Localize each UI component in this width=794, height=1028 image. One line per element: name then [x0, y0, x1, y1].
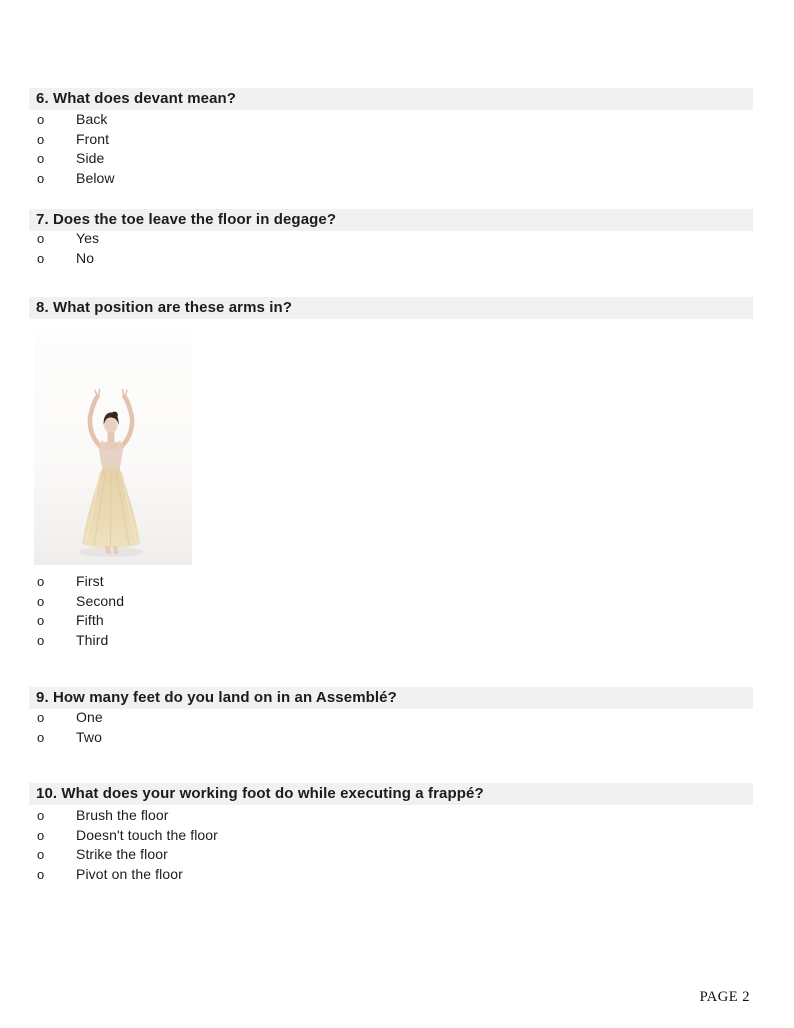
radio-bullet[interactable]: o — [37, 593, 45, 609]
radio-bullet[interactable]: o — [37, 827, 45, 843]
option-label: One — [76, 709, 103, 725]
radio-bullet[interactable]: o — [37, 613, 45, 628]
option-q7-yes[interactable] — [29, 229, 753, 249]
option-label: Back — [76, 111, 108, 127]
option-q6-below[interactable] — [29, 169, 753, 189]
option-q8-second[interactable] — [29, 592, 753, 612]
option-label: No — [76, 249, 95, 266]
question-9-heading: 9. How many feet do you land on in an Assemblé? — [29, 687, 753, 709]
radio-bullet[interactable]: o — [37, 729, 45, 745]
option-q9-one[interactable] — [29, 708, 753, 728]
option-q6-front[interactable] — [29, 130, 753, 150]
option-q8-third[interactable] — [29, 631, 753, 651]
radio-bullet[interactable]: o — [37, 250, 45, 266]
option-label: Front — [76, 130, 110, 147]
option-q10-brush[interactable] — [29, 806, 753, 826]
option-q9-two[interactable] — [29, 728, 753, 748]
option-label: Fifth — [76, 612, 104, 628]
radio-bullet[interactable]: o — [37, 866, 45, 882]
option-q8-first[interactable] — [29, 572, 753, 592]
option-q8-fifth[interactable] — [29, 611, 753, 631]
question-6-options — [29, 110, 753, 188]
radio-bullet[interactable]: o — [37, 170, 45, 186]
option-label: Brush the floor — [76, 807, 169, 823]
radio-bullet[interactable]: o — [37, 231, 45, 246]
question-10-heading: 10. What does your working foot do while executing a frappé? — [29, 783, 753, 805]
question-7-heading: 7. Does the toe leave the floor in degage? — [29, 209, 753, 231]
radio-bullet[interactable]: o — [37, 632, 45, 648]
option-label: Two — [76, 728, 102, 745]
option-q7-no[interactable] — [29, 249, 753, 269]
option-label: Below — [76, 169, 115, 186]
option-label: Pivot on the floor — [76, 865, 183, 882]
question-6-heading: 6. What does devant mean? — [29, 88, 753, 110]
option-q10-strike[interactable] — [29, 845, 753, 865]
question-9-options — [29, 708, 753, 747]
page-number-footer: PAGE 2 — [699, 989, 750, 1005]
option-q10-doesnt-touch[interactable] — [29, 826, 753, 846]
radio-bullet[interactable]: o — [37, 710, 45, 725]
radio-bullet[interactable]: o — [37, 112, 45, 127]
radio-bullet[interactable]: o — [37, 847, 45, 862]
option-label: Doesn't touch the floor — [76, 826, 218, 843]
option-q10-pivot[interactable] — [29, 865, 753, 885]
radio-bullet[interactable]: o — [37, 574, 45, 589]
option-q6-back[interactable] — [29, 110, 753, 130]
radio-bullet[interactable]: o — [37, 131, 45, 147]
question-8-options — [29, 572, 753, 650]
option-label: Strike the floor — [76, 846, 168, 862]
ballet-dancer-photo — [34, 328, 192, 565]
ballet-dancer-illustration — [34, 328, 192, 565]
option-q6-side[interactable] — [29, 149, 753, 169]
question-7-options — [29, 229, 753, 268]
question-8-heading: 8. What position are these arms in? — [29, 297, 753, 319]
radio-bullet[interactable]: o — [37, 808, 45, 823]
option-label: Side — [76, 150, 105, 166]
radio-bullet[interactable]: o — [37, 151, 45, 166]
option-label: Third — [76, 631, 109, 648]
option-label: Second — [76, 592, 125, 609]
question-10-options — [29, 806, 753, 884]
option-label: First — [76, 573, 104, 589]
option-label: Yes — [76, 230, 100, 246]
